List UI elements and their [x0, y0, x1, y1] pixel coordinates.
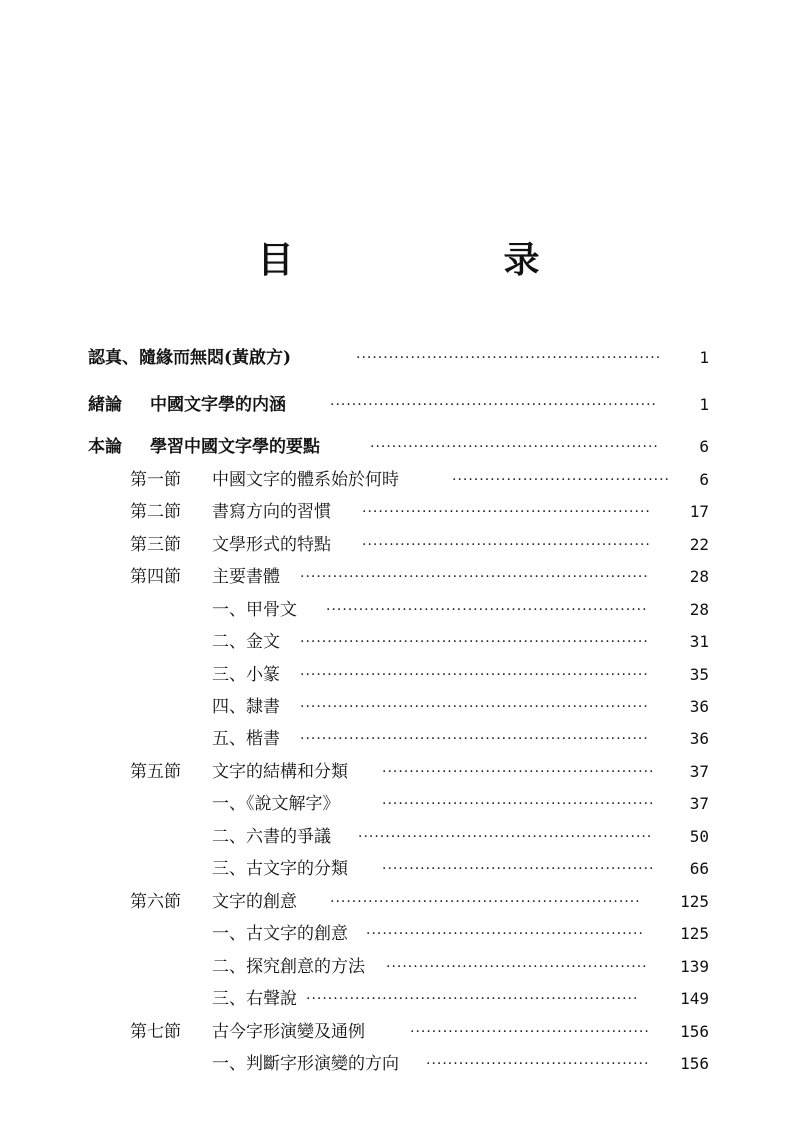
dot-leader: ······················································ [358, 829, 653, 845]
toc-entry-page: 28 [689, 567, 709, 586]
toc-entry-section: 第五節 [130, 762, 181, 782]
dot-leader: ····················································· [362, 537, 651, 553]
toc-entry-page: 156 [680, 1022, 709, 1041]
toc-entry-section: 本論 [88, 437, 122, 457]
toc-entry-section: 第二節 [130, 502, 181, 522]
toc-entry-subsection[interactable] [0, 598, 797, 622]
toc-entry-label: 認真、隨緣而無悶(黃啟方) [88, 348, 292, 368]
toc-entry-label: 三、古文字的分類 [212, 859, 348, 879]
toc-entry-section-2[interactable] [0, 500, 797, 524]
toc-entry-subsection[interactable] [0, 955, 797, 979]
toc-entry-page: 1 [699, 348, 709, 367]
toc-entry-section: 第四節 [130, 567, 181, 587]
toc-entry-subsection[interactable] [0, 695, 797, 719]
toc-entry-label: 一、甲骨文 [212, 600, 297, 620]
toc-entry-label: 一、《說文解字》 [212, 794, 340, 814]
toc-entry-subsection[interactable] [0, 792, 797, 816]
dot-leader: ························································· [330, 894, 641, 910]
toc-entry-page: 6 [699, 437, 709, 456]
toc-entry-page: 66 [689, 859, 709, 878]
toc-entry-section: 第一節 [130, 470, 181, 490]
toc-entry-subsection[interactable] [0, 857, 797, 881]
dot-leader: ································································ [300, 699, 649, 715]
toc-entry-label: 古今字形演變及通例 [212, 1022, 365, 1042]
toc-entry-label: 文字的創意 [212, 892, 297, 912]
toc-entry-subsection[interactable] [0, 1052, 797, 1076]
toc-entry-label: 二、探究創意的方法 [212, 957, 365, 977]
toc-entry-label: 一、判斷字形演變的方向 [212, 1054, 399, 1074]
toc-entry-section-7[interactable] [0, 1020, 797, 1044]
toc-entry-page: 37 [689, 762, 709, 781]
toc-entry-section: 緒論 [88, 395, 122, 415]
dot-leader: ·················································· [382, 861, 655, 877]
toc-entry-page: 149 [680, 989, 709, 1008]
dot-leader: ················································ [386, 959, 648, 975]
toc-entry-subsection[interactable] [0, 987, 797, 1011]
dot-leader: ··························································· [326, 602, 648, 618]
dot-leader: ···························································· [330, 397, 658, 413]
toc-entry-subsection[interactable] [0, 825, 797, 849]
toc-entry-section-1[interactable] [0, 468, 797, 492]
dot-leader: ································································ [300, 569, 649, 585]
toc-entry-subsection[interactable] [0, 630, 797, 654]
toc-entry-label: 三、右聲說 [212, 989, 297, 1009]
toc-entry-label: 一、古文字的創意 [212, 924, 348, 944]
toc-entry-label: 學習中國文字學的要點 [150, 437, 320, 457]
toc-entry-page: 6 [699, 470, 709, 489]
toc-entry-section: 第六節 [130, 892, 181, 912]
dot-leader: ············································ [410, 1024, 650, 1040]
toc-entry-page: 125 [680, 892, 709, 911]
toc-entry-page: 35 [689, 665, 709, 684]
toc-entry-page: 125 [680, 924, 709, 943]
toc-entry-label: 文字的結構和分類 [212, 762, 348, 782]
toc-entry-page: 36 [689, 697, 709, 716]
toc-entry-section-6[interactable] [0, 890, 797, 914]
toc-entry-page: 17 [689, 502, 709, 521]
toc-entry-page: 139 [680, 957, 709, 976]
toc-entry-section-4[interactable] [0, 565, 797, 589]
dot-leader: ··················································· [366, 926, 644, 942]
toc-entry-main-part[interactable] [0, 435, 797, 459]
toc-entry-section-3[interactable] [0, 533, 797, 557]
dot-leader: ································································ [300, 634, 649, 650]
toc-entry-section-5[interactable] [0, 760, 797, 784]
toc-entry-page: 31 [689, 632, 709, 651]
toc-entry-label: 二、金文 [212, 632, 280, 652]
dot-leader: ········································· [426, 1056, 650, 1072]
dot-leader: ········································ [452, 472, 671, 488]
toc-entry-label: 三、小篆 [212, 665, 280, 685]
toc-entry-label: 五、楷書 [212, 729, 280, 749]
toc-entry-subsection[interactable] [0, 727, 797, 751]
table-of-contents [0, 346, 797, 1086]
toc-entry-preface[interactable] [0, 346, 797, 370]
toc-entry-label: 中國文字學的内涵 [150, 395, 286, 415]
dot-leader: ·················································· [382, 764, 655, 780]
dot-leader: ····················································· [370, 439, 659, 455]
toc-entry-subsection[interactable] [0, 922, 797, 946]
toc-entry-page: 37 [689, 794, 709, 813]
dot-leader: ································································ [300, 731, 649, 747]
toc-entry-introduction[interactable] [0, 393, 797, 417]
toc-entry-section: 第七節 [130, 1022, 181, 1042]
toc-entry-page: 22 [689, 535, 709, 554]
toc-entry-page: 36 [689, 729, 709, 748]
toc-entry-page: 1 [699, 395, 709, 414]
dot-leader: ························································ [356, 350, 662, 366]
toc-entry-label: 文學形式的特點 [212, 535, 331, 555]
dot-leader: ·················································· [382, 796, 655, 812]
toc-entry-section: 第三節 [130, 535, 181, 555]
toc-entry-label: 二、六書的爭議 [212, 827, 331, 847]
toc-entry-label: 四、隸書 [212, 697, 280, 717]
dot-leader: ····························································· [306, 991, 639, 1007]
toc-entry-label: 書寫方向的習慣 [212, 502, 331, 522]
toc-entry-page: 156 [680, 1054, 709, 1073]
page-title: 目 录 [257, 239, 586, 281]
toc-entry-label: 中國文字的體系始於何時 [212, 470, 399, 490]
toc-entry-subsection[interactable] [0, 663, 797, 687]
dot-leader: ····················································· [362, 504, 651, 520]
toc-entry-label: 主要書體 [212, 567, 280, 587]
toc-entry-page: 28 [689, 600, 709, 619]
dot-leader: ································································ [300, 667, 649, 683]
toc-entry-page: 50 [689, 827, 709, 846]
